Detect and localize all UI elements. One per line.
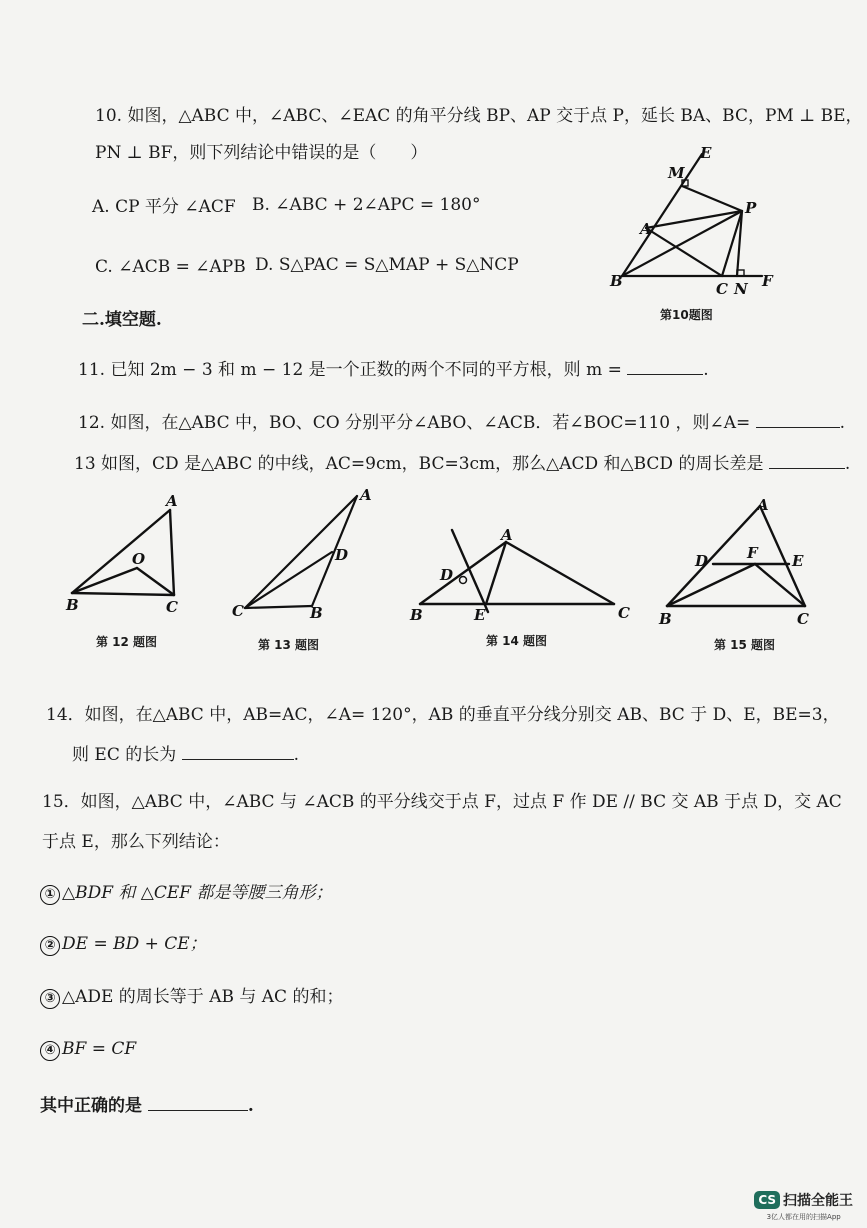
f14-label-d: D (440, 566, 454, 584)
figure-14 (408, 520, 638, 634)
f15-label-d: D (695, 552, 709, 570)
f13-label-a: A (360, 486, 372, 504)
q12-end: . (839, 413, 846, 433)
f15-label-c: C (797, 610, 809, 628)
q15-answer-blank[interactable] (148, 1092, 248, 1111)
q15-statement-4 (40, 1037, 136, 1061)
f15-label-b: B (659, 610, 672, 628)
f15-label-a: A (757, 496, 769, 514)
q12-text (78, 409, 845, 435)
figure-12 (60, 490, 200, 634)
q10-label-p: P (745, 199, 757, 217)
camscanner-logo: CS (754, 1191, 780, 1209)
q15-line2: 于点 E，那么下列结论： (42, 832, 230, 852)
f13-label-c: C (232, 602, 244, 620)
q10-figure (600, 140, 790, 304)
q13-text (74, 450, 850, 476)
q10-label-b: B (610, 272, 623, 290)
q10-label-n: N (734, 280, 748, 298)
q10-line1: 10. 如图，△ABC 中，∠ABC、∠EAC 的角平分线 BP、AP 交于点 P，延长 BA、BC，PM ⊥ BE， (95, 106, 863, 126)
f14-label-c: C (618, 604, 630, 622)
q11-end: . (703, 360, 709, 380)
q15-number-3: ③ (40, 989, 60, 1009)
q15-number-2: ② (40, 936, 60, 956)
q10-label-a: A (640, 220, 652, 238)
watermark-title: 扫描全能王 (783, 1193, 853, 1209)
figure-12-caption: 第 12 题图 (96, 635, 158, 649)
f12-label-b: B (66, 596, 79, 614)
q13-answer-blank[interactable] (769, 450, 845, 469)
q10-caption: 第10题图 (660, 308, 713, 322)
q15-statement-3-text: △ADE 的周长等于 AB 与 AC 的和； (62, 987, 344, 1007)
q10-option-b: B. ∠ABC + 2∠APC = 180° (252, 195, 481, 215)
q15-statement-3 (40, 985, 343, 1009)
figure-15-caption: 第 15 题图 (714, 638, 776, 652)
q14-stem: 则 EC 的长为 (72, 745, 177, 765)
q11-answer-blank[interactable] (627, 356, 703, 375)
q12-stem: 12. 如图，在△ABC 中，BO、CO 分别平分∠ABO、∠ACB．若∠BOC=110 ，则∠A= (78, 413, 751, 433)
figure-13-caption: 第 13 题图 (258, 638, 320, 652)
q14-line1: 14．如图，在△ABC 中，AB=AC，∠A= 120°，AB 的垂直平分线分别交 AB、BC 于 D、E，BE=3， (46, 705, 840, 725)
q15-statement-4-text: BF = CF (62, 1039, 137, 1059)
scanner-watermark (754, 1190, 853, 1223)
q14-end: . (293, 745, 300, 765)
figure-14-caption: 第 14 题图 (486, 634, 548, 648)
q10-label-e: E (700, 144, 712, 162)
q15-statement-1-text: △BDF 和 △CEF 都是等腰三角形； (62, 883, 333, 903)
q13-end: . (844, 454, 851, 474)
figure-15 (655, 492, 825, 636)
f14-label-e: E (474, 606, 486, 624)
q12-answer-blank[interactable] (756, 409, 840, 428)
q10-option-d: D. S△PAC = S△MAP + S△NCP (255, 255, 519, 275)
figure-13 (232, 482, 382, 636)
q15-number-1: ① (40, 885, 60, 905)
f12-label-c: C (166, 598, 178, 616)
section-heading: 二.填空题. (82, 310, 162, 330)
watermark-subtitle: 3亿人都在用的扫描App (766, 1213, 841, 1221)
q15-statement-2 (40, 932, 207, 956)
f12-label-a: A (166, 492, 178, 510)
f15-label-f: F (747, 544, 758, 562)
q10-option-a: A. CP 平分 ∠ACF (92, 197, 236, 217)
q10-option-c: C. ∠ACB = ∠APB (95, 257, 246, 277)
q14-line2 (72, 741, 299, 767)
q15-ask-text: 其中正确的是 (40, 1096, 142, 1116)
q15-statement-2-text: DE = BD + CE； (62, 934, 207, 954)
f12-label-o: O (132, 550, 146, 568)
f15-label-e: E (792, 552, 804, 570)
q11-stem: 11. 已知 2m − 3 和 m − 12 是一个正数的两个不同的平方根，则 m = (78, 360, 622, 380)
q14-answer-blank[interactable] (182, 741, 294, 760)
q11-text (78, 356, 709, 382)
f14-label-a: A (501, 526, 513, 544)
f13-label-d: D (335, 546, 349, 564)
q15-ask (40, 1092, 254, 1118)
q10-label-c: C (716, 280, 728, 298)
q10-label-m: M (668, 164, 685, 182)
q15-end: . (247, 1096, 254, 1116)
q10-line2: PN ⊥ BF，则下列结论中错误的是（ ） (95, 143, 428, 163)
f14-label-b: B (410, 606, 423, 624)
q15-statement-1 (40, 881, 333, 905)
q15-line1: 15．如图，△ABC 中，∠ABC 与 ∠ACB 的平分线交于点 F，过点 F 作 DE // BC 交 AB 于点 D，交 AC (42, 792, 842, 812)
q15-number-4: ④ (40, 1041, 60, 1061)
f13-label-b: B (310, 604, 323, 622)
q13-stem: 13 如图，CD 是△ABC 的中线，AC=9cm，BC=3cm，那么△ACD 和△BCD 的周长差是 (74, 454, 764, 474)
q10-label-f: F (762, 272, 773, 290)
